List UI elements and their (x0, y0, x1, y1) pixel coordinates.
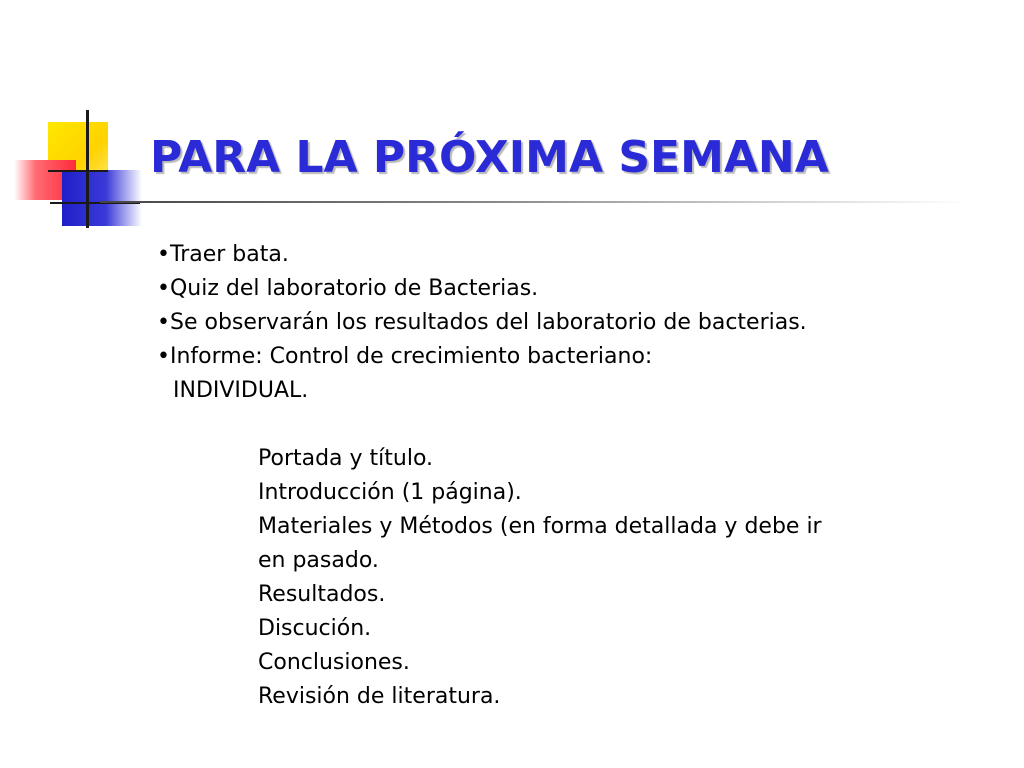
report-section-item: en pasado. (258, 548, 379, 573)
bullet-item (157, 340, 977, 374)
report-section-item: Conclusiones. (258, 650, 410, 675)
decorative-squares-ornament (0, 0, 160, 240)
bullet-continuation: INDIVIDUAL. (173, 378, 309, 403)
slide-body (157, 238, 977, 714)
report-section-item: Introducción (1 página). (258, 480, 522, 505)
bullet-item (157, 306, 977, 340)
bullet-icon: • (157, 242, 170, 267)
report-section-item: Revisión de literatura. (258, 684, 501, 709)
bullet-icon: • (157, 276, 170, 301)
bullet-text: Traer bata. (169, 242, 289, 267)
report-section-item: Portada y título. (258, 446, 434, 471)
slide-title: PARA LA PRÓXIMA SEMANA (150, 132, 829, 183)
horizontal-line-shape (48, 170, 108, 172)
bullet-text: Quiz del laboratorio de Bacterias. (169, 276, 539, 301)
report-section-item: Resultados. (258, 582, 386, 607)
blue-square-shape (62, 170, 142, 226)
bullet-item (157, 238, 977, 272)
report-section-item: Discución. (258, 616, 372, 641)
blank-line (157, 408, 977, 442)
bullet-text: Informe: Control de crecimiento bacteriano: (169, 344, 653, 369)
bullet-text: Se observarán los resultados del laboratorio de bacterias. (169, 310, 807, 335)
bullet-item (157, 272, 977, 306)
vertical-line-shape (86, 110, 89, 228)
report-section-item: Materiales y Métodos (en forma detallada y debe ir (258, 514, 822, 539)
bullet-icon: • (157, 344, 170, 369)
report-sections-list (157, 442, 977, 714)
bullet-icon: • (157, 310, 170, 335)
title-underline-rule (100, 201, 970, 203)
